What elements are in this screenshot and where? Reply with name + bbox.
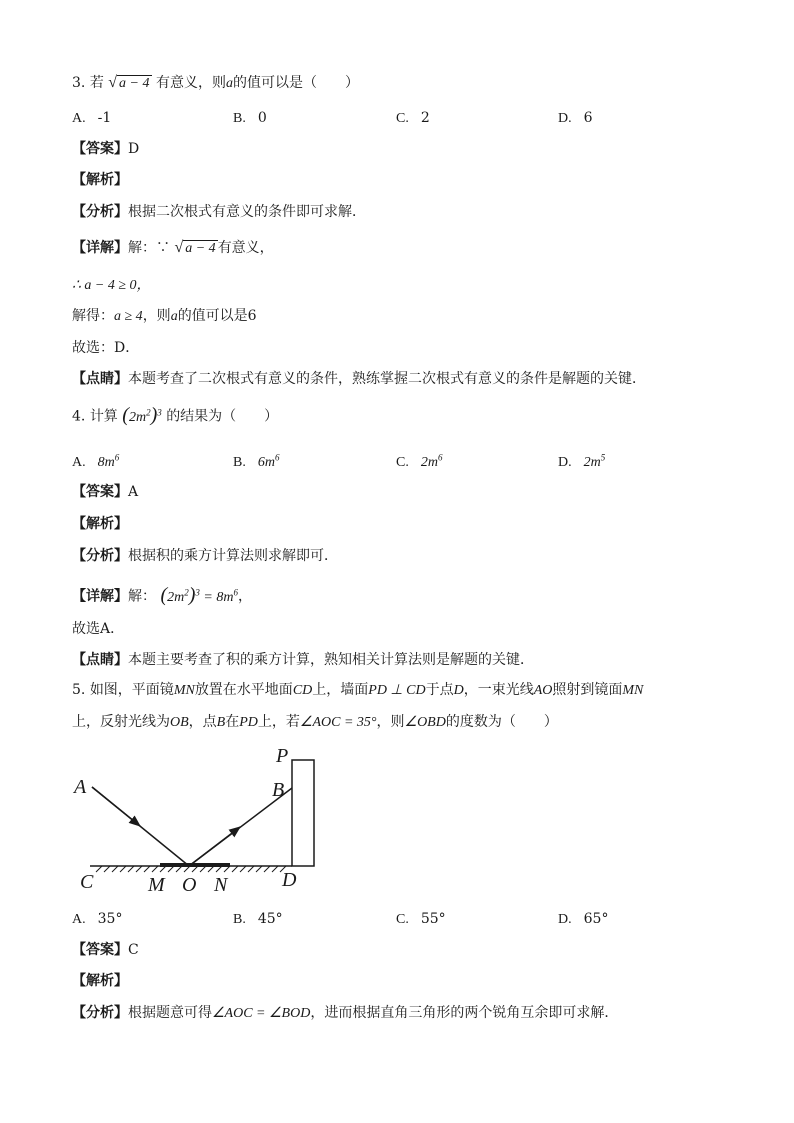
q4-fenxi: 【分析】根据积的乘方计算法则求解即可． [72, 548, 338, 564]
q3-stem-text: 若 [89, 75, 104, 91]
q5-fenxi: 【分析】根据题意可得∠AOC = ∠BOD，进而根据直角三角形的两个锐角互余即可求解． [72, 1005, 619, 1021]
q3-option-d: D. 6 [558, 110, 593, 126]
q4-choose: 故选A． [72, 621, 125, 637]
label-p: P [276, 745, 289, 767]
q5-option-a: A. 35° [72, 911, 123, 927]
q4-xiangjie: 【详解】解： $(2m^2)^3 = 8m^6$， [72, 583, 252, 606]
q4-dianjing: 【点睛】本题主要考查了积的乘方计算，熟知相关计算法则是解题的关键． [72, 652, 534, 668]
q4-stem: 4. 计算 $(2m^2)^3$ 的结果为（ ） [72, 403, 279, 426]
label-n: N [214, 874, 228, 896]
q3-option-a: A. -1 [72, 110, 112, 126]
q5-stem-line1: 5. 如图，平面镜MN放置在水平地面CD上，墙面PD ⊥ CD于点D，一束光线AO照射到镜面MN [72, 682, 644, 698]
q5-option-b: B. 45° [233, 911, 283, 927]
q4-answer: 【答案】A [72, 484, 139, 500]
q3-number: 3. [72, 75, 86, 91]
q4-option-a: A. $8m^6$ [72, 452, 120, 470]
q3-answer: 【答案】D [72, 141, 140, 157]
q3-step1: ∴ a − 4 ≥ 0， [72, 278, 151, 293]
q3-step2: 解得：a ≥ 4，则a的值可以是6 [72, 308, 257, 324]
wall-pd [292, 760, 314, 866]
q5-answer: 【答案】C [72, 942, 139, 958]
q3-radical: a − 4 [119, 76, 150, 91]
q4-option-b: B. $6m^6$ [233, 452, 280, 470]
q3-jiexi: 【解析】 [72, 172, 128, 188]
label-c: C [80, 871, 94, 893]
q3-dianjing: 【点睛】本题考查了二次根式有意义的条件，熟练掌握二次根式有意义的条件是解题的关键． [72, 371, 646, 387]
q3-choose: 故选：D． [72, 340, 140, 356]
sqrt-icon: √ [174, 239, 184, 256]
q3-stem: 3. 若 √ a − 4 有意义，则a的值可以是（ ） [72, 74, 359, 91]
label-d: D [282, 869, 297, 891]
label-m: M [148, 874, 165, 896]
q5-option-c: C. 55° [396, 911, 446, 927]
q3-fenxi: 【分析】根据二次根式有意义的条件即可求解． [72, 204, 366, 220]
q5-jiexi: 【解析】 [72, 973, 128, 989]
q3-option-b: B. 0 [233, 110, 267, 126]
mirror-reflection-figure [72, 742, 332, 897]
q5-stem-line2: 上，反射光线为OB，点B在PD上，若∠AOC = 35°，则∠OBD的度数为（ ） [72, 714, 558, 730]
q3-xiangjie: 【详解】解：∵ √ a − 4 有意义， [72, 239, 274, 256]
label-b: B [272, 779, 285, 801]
label-a: A [74, 776, 87, 798]
q4-option-d: D. $2m^5$ [558, 452, 606, 470]
sqrt-icon: √ [108, 74, 118, 91]
q3-option-c: C. 2 [396, 110, 430, 126]
q4-option-c: C. $2m^6$ [396, 452, 443, 470]
q5-option-d: D. 65° [558, 911, 609, 927]
q4-jiexi: 【解析】 [72, 516, 128, 532]
label-o: O [182, 874, 197, 896]
